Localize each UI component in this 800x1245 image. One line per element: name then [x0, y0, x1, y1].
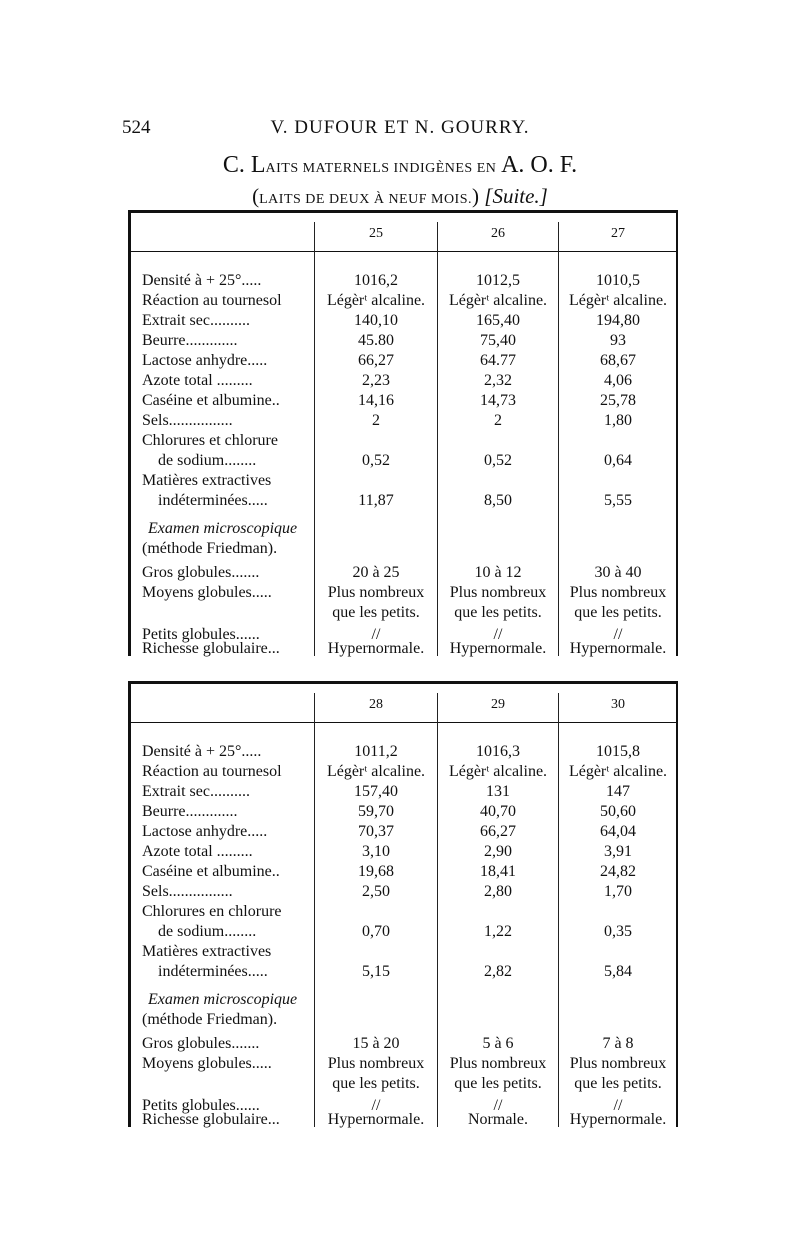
- row-label: Moyens globules.....: [142, 1055, 272, 1072]
- cell: //: [493, 626, 503, 643]
- cell: Plus nombreux: [569, 584, 667, 601]
- row-label: Lactose anhydre.....: [142, 352, 268, 369]
- row-label: Moyens globules.....: [142, 584, 272, 601]
- cell: 18,41: [480, 863, 516, 880]
- running-head: V. DUFOUR ET N. GOURRY.: [270, 117, 530, 138]
- table-row-examen: [128, 991, 678, 1011]
- cell: 66,27: [358, 352, 394, 369]
- cell: Légèrᵗ alcaline.: [568, 763, 668, 780]
- table-row-matieres: [128, 943, 678, 963]
- table-row-moyens: [128, 584, 678, 604]
- table-row-beurre: [128, 332, 678, 352]
- table-row-moyens-cont: [128, 604, 678, 624]
- row-label: Densité à + 25°.....: [142, 743, 262, 760]
- table-top-rule: [128, 210, 678, 213]
- cell: 7 à 8: [602, 1035, 634, 1052]
- cell: 2,23: [362, 372, 390, 389]
- cell: que les petits.: [574, 604, 662, 621]
- row-label: Examen microscopique: [148, 520, 298, 537]
- table-row-sels: [128, 412, 678, 432]
- cell: 64,04: [600, 823, 636, 840]
- table-row-sodium: [128, 923, 678, 943]
- milk-table-1: [128, 210, 678, 656]
- cell: //: [613, 626, 623, 643]
- cell: //: [371, 626, 381, 643]
- table-row-gros: [128, 1035, 678, 1055]
- cell: Hypernormale.: [569, 1111, 667, 1128]
- cell: Normale.: [468, 1111, 528, 1128]
- table-header-rule: [128, 251, 678, 252]
- table-row-gros: [128, 564, 678, 584]
- column-header: 25: [369, 226, 383, 241]
- row-label: Caséine et albumine..: [142, 863, 280, 880]
- row-label: Beurre.............: [142, 803, 238, 820]
- table-row-azote: [128, 372, 678, 392]
- table-row-richesse: [128, 1111, 678, 1131]
- cell: 165,40: [476, 312, 520, 329]
- cell: que les petits.: [574, 1075, 662, 1092]
- row-label: Sels................: [142, 883, 233, 900]
- cell: 1,80: [604, 412, 632, 429]
- cell: 10 à 12: [474, 564, 522, 581]
- table-row-extrait: [128, 312, 678, 332]
- row-label: (méthode Friedman).: [142, 1011, 278, 1028]
- table-row-extrait: [128, 783, 678, 803]
- cell: 5,55: [604, 492, 632, 509]
- table-row-lactose: [128, 823, 678, 843]
- row-label: Densité à + 25°.....: [142, 272, 262, 289]
- column-header: 30: [611, 697, 625, 712]
- column-header: 29: [491, 697, 505, 712]
- table-row-methode: [128, 1011, 678, 1031]
- row-label: Réaction au tournesol: [142, 763, 282, 780]
- cell: 147: [606, 783, 630, 800]
- cell: 140,10: [354, 312, 398, 329]
- table-top-rule: [128, 681, 678, 684]
- cell: Plus nombreux: [449, 584, 547, 601]
- page-number: 524: [122, 117, 151, 138]
- cell: 15 à 20: [352, 1035, 400, 1052]
- table-row-methode: [128, 540, 678, 560]
- cell: 20 à 25: [352, 564, 400, 581]
- row-label: Richesse globulaire...: [142, 1111, 280, 1128]
- page-header: [0, 117, 800, 147]
- cell: 30 à 40: [594, 564, 642, 581]
- cell: //: [613, 1097, 623, 1114]
- row-label: Caséine et albumine..: [142, 392, 280, 409]
- row-label: indéterminées.....: [158, 492, 268, 509]
- cell: 0,52: [362, 452, 390, 469]
- cell: 2,90: [484, 843, 512, 860]
- row-label: Examen microscopique: [148, 991, 298, 1008]
- row-label: Azote total .........: [142, 372, 253, 389]
- cell: Hypernormale.: [569, 640, 667, 657]
- table-row-richesse: [128, 640, 678, 660]
- table-row-caseine: [128, 392, 678, 412]
- table-row-densite: [128, 272, 678, 292]
- table-row-chlorures: [128, 903, 678, 923]
- cell: 5,15: [362, 963, 390, 980]
- cell: 0,70: [362, 923, 390, 940]
- cell: 93: [610, 332, 626, 349]
- row-label: Chlorures et chlorure: [142, 432, 278, 449]
- column-header: 28: [369, 697, 383, 712]
- row-label: Matières extractives: [142, 472, 272, 489]
- cell: que les petits.: [454, 1075, 542, 1092]
- row-label: Azote total .........: [142, 843, 253, 860]
- cell: 3,91: [604, 843, 632, 860]
- subtitle-open: (: [252, 184, 260, 208]
- cell: 5 à 6: [482, 1035, 514, 1052]
- cell: Légèrᵗ alcaline.: [448, 292, 548, 309]
- table-row-lactose: [128, 352, 678, 372]
- subtitle-small-caps: LAITS DE DEUX À NEUF MOIS.: [259, 192, 473, 207]
- cell: 70,37: [358, 823, 394, 840]
- row-label: de sodium........: [158, 452, 257, 469]
- cell: que les petits.: [332, 604, 420, 621]
- cell: 1015,8: [596, 743, 640, 760]
- cell: 59,70: [358, 803, 394, 820]
- cell: 3,10: [362, 843, 390, 860]
- table-row-indeterminees: [128, 963, 678, 983]
- milk-table-2: [128, 681, 678, 1127]
- table-header-rule: [128, 722, 678, 723]
- subtitle-suite: [Suite.]: [484, 184, 548, 208]
- row-label: Extrait sec..........: [142, 783, 250, 800]
- cell: Plus nombreux: [449, 1055, 547, 1072]
- cell: Légèrᵗ alcaline.: [568, 292, 668, 309]
- cell: 14,16: [358, 392, 394, 409]
- cell: //: [371, 1097, 381, 1114]
- cell: 25,78: [600, 392, 636, 409]
- table-row-densite: [128, 743, 678, 763]
- row-label: Extrait sec..........: [142, 312, 250, 329]
- title-small-caps: AITS MATERNELS INDIGÈNES EN: [265, 161, 497, 176]
- cell: Légèrᵗ alcaline.: [448, 763, 548, 780]
- cell: 5,84: [604, 963, 632, 980]
- table-row-sodium: [128, 452, 678, 472]
- row-label: Petits globules......: [142, 626, 260, 643]
- cell: 157,40: [354, 783, 398, 800]
- cell: 194,80: [596, 312, 640, 329]
- cell: 1016,2: [354, 272, 398, 289]
- cell: 8,50: [484, 492, 512, 509]
- cell: 50,60: [600, 803, 636, 820]
- cell: Légèrᵗ alcaline.: [326, 292, 426, 309]
- cell: 1,70: [604, 883, 632, 900]
- page-subtitle: [0, 184, 800, 209]
- cell: 1,22: [484, 923, 512, 940]
- title-suffix: A. O. F.: [501, 152, 578, 178]
- cell: 14,73: [480, 392, 516, 409]
- row-label: Gros globules.......: [142, 564, 260, 581]
- subtitle-close: ): [472, 184, 480, 208]
- cell: 0,52: [484, 452, 512, 469]
- row-label: Matières extractives: [142, 943, 272, 960]
- cell: Légèrᵗ alcaline.: [326, 763, 426, 780]
- cell: 1011,2: [354, 743, 398, 760]
- cell: 1010,5: [596, 272, 640, 289]
- table-row-beurre: [128, 803, 678, 823]
- cell: 0,35: [604, 923, 632, 940]
- cell: Hypernormale.: [449, 640, 547, 657]
- row-label: Chlorures en chlorure: [142, 903, 282, 920]
- cell: 2: [494, 412, 502, 429]
- table-row-matieres: [128, 472, 678, 492]
- cell: 2: [372, 412, 380, 429]
- cell: Plus nombreux: [327, 584, 425, 601]
- row-label: Petits globules......: [142, 1097, 260, 1114]
- cell: Hypernormale.: [327, 1111, 425, 1128]
- cell: 2,32: [484, 372, 512, 389]
- cell: 131: [486, 783, 510, 800]
- cell: 1012,5: [476, 272, 520, 289]
- table-row-moyens: [128, 1055, 678, 1075]
- row-label: Beurre.............: [142, 332, 238, 349]
- table-row-examen: [128, 520, 678, 540]
- cell: 2,82: [484, 963, 512, 980]
- table-row-reaction: [128, 763, 678, 783]
- row-label: Réaction au tournesol: [142, 292, 282, 309]
- cell: 64.77: [480, 352, 516, 369]
- column-header: 27: [611, 226, 625, 241]
- table-row-azote: [128, 843, 678, 863]
- row-label: Lactose anhydre.....: [142, 823, 268, 840]
- cell: 19,68: [358, 863, 394, 880]
- cell: 1016,3: [476, 743, 520, 760]
- cell: que les petits.: [332, 1075, 420, 1092]
- cell: 66,27: [480, 823, 516, 840]
- table-row-caseine: [128, 863, 678, 883]
- cell: 68,67: [600, 352, 636, 369]
- table-row-sels: [128, 883, 678, 903]
- page-title: [0, 152, 800, 179]
- cell: 0,64: [604, 452, 632, 469]
- cell: 11,87: [358, 492, 394, 509]
- column-header: 26: [491, 226, 505, 241]
- row-label: Richesse globulaire...: [142, 640, 280, 657]
- cell: 40,70: [480, 803, 516, 820]
- row-label: Sels................: [142, 412, 233, 429]
- cell: 24,82: [600, 863, 636, 880]
- cell: 4,06: [604, 372, 632, 389]
- cell: 75,40: [480, 332, 516, 349]
- cell: 45.80: [358, 332, 394, 349]
- table-row-moyens-cont: [128, 1075, 678, 1095]
- table-row-indeterminees: [128, 492, 678, 512]
- cell: 2,80: [484, 883, 512, 900]
- cell: //: [493, 1097, 503, 1114]
- title-prefix: C. L: [222, 152, 266, 178]
- cell: Plus nombreux: [569, 1055, 667, 1072]
- cell: Hypernormale.: [327, 640, 425, 657]
- row-label: indéterminées.....: [158, 963, 268, 980]
- table-row-reaction: [128, 292, 678, 312]
- row-label: (méthode Friedman).: [142, 540, 278, 557]
- table-row-chlorures: [128, 432, 678, 452]
- row-label: Gros globules.......: [142, 1035, 260, 1052]
- cell: Plus nombreux: [327, 1055, 425, 1072]
- cell: 2,50: [362, 883, 390, 900]
- cell: que les petits.: [454, 604, 542, 621]
- row-label: de sodium........: [158, 923, 257, 940]
